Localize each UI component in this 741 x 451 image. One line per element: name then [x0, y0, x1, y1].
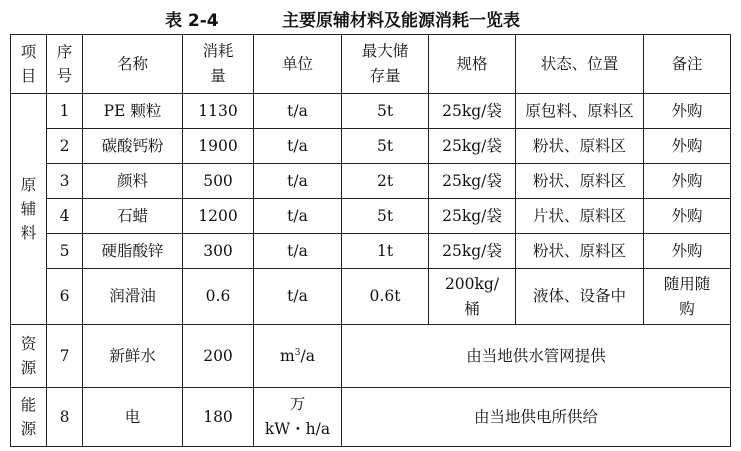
- cell-note: 外购: [644, 129, 731, 164]
- cell-name: 电: [83, 388, 183, 447]
- cell-consumption: 0.6: [183, 269, 254, 325]
- cell-storage: 0.6t: [342, 269, 429, 325]
- cell-supply: 由当地供水管网提供: [342, 325, 731, 388]
- cell-consumption: 1130: [183, 94, 254, 129]
- header-consumption: 消耗 量: [183, 35, 254, 94]
- cell-name: 润滑油: [83, 269, 183, 325]
- cell-consumption: 1900: [183, 129, 254, 164]
- cell-unit: t/a: [254, 129, 342, 164]
- cell-seq: 7: [47, 325, 83, 388]
- header-state-location: 状态、位置: [516, 35, 644, 94]
- cell-note: 外购: [644, 234, 731, 269]
- table-caption: [0, 4, 741, 30]
- cell-spec: 25kg/袋: [429, 199, 516, 234]
- cell-storage: 1t: [342, 234, 429, 269]
- cell-unit: t/a: [254, 199, 342, 234]
- header-row: [11, 35, 731, 94]
- cell-storage: 5t: [342, 129, 429, 164]
- cell-seq: 2: [47, 129, 83, 164]
- header-spec: 规格: [429, 35, 516, 94]
- cell-note: 随用随 购: [644, 269, 731, 325]
- cell-spec: 25kg/袋: [429, 129, 516, 164]
- cell-spec: 25kg/袋: [429, 94, 516, 129]
- cell-unit: 万 kW・h/a: [254, 388, 342, 447]
- cell-state: 粉状、原料区: [516, 164, 644, 199]
- table-row: [11, 234, 731, 269]
- cell-consumption: 200: [183, 325, 254, 388]
- cell-seq: 8: [47, 388, 83, 447]
- cell-consumption: 1200: [183, 199, 254, 234]
- cell-storage: 5t: [342, 94, 429, 129]
- cell-state: 原包料、原料区: [516, 94, 644, 129]
- cell-state: 片状、原料区: [516, 199, 644, 234]
- header-note: 备注: [644, 35, 731, 94]
- cell-storage: 2t: [342, 164, 429, 199]
- cell-supply: 由当地供电所供给: [342, 388, 731, 447]
- table-row: [11, 94, 731, 129]
- header-project: 项 目: [11, 35, 47, 94]
- header-seq: 序 号: [47, 35, 83, 94]
- cell-seq: 6: [47, 269, 83, 325]
- cell-state: 粉状、原料区: [516, 129, 644, 164]
- cell-name: 碳酸钙粉: [83, 129, 183, 164]
- cell-note: 外购: [644, 164, 731, 199]
- cell-unit: $m^3/a$: [254, 325, 342, 388]
- cell-unit: t/a: [254, 164, 342, 199]
- materials-table: [10, 34, 731, 447]
- cell-name: 新鲜水: [83, 325, 183, 388]
- cell-name: PE 颗粒: [83, 94, 183, 129]
- cell-consumption: 500: [183, 164, 254, 199]
- header-unit: 单位: [254, 35, 342, 94]
- cell-spec: 25kg/袋: [429, 164, 516, 199]
- cell-seq: 3: [47, 164, 83, 199]
- cell-spec: 25kg/袋: [429, 234, 516, 269]
- cell-unit: t/a: [254, 94, 342, 129]
- table-row: [11, 164, 731, 199]
- cell-note: 外购: [644, 94, 731, 129]
- table-row: [11, 199, 731, 234]
- cell-storage: 5t: [342, 199, 429, 234]
- group-resource: 资 源: [11, 325, 47, 388]
- cell-unit: t/a: [254, 269, 342, 325]
- table-number: 表 2-4: [165, 11, 219, 31]
- table-row: [11, 388, 731, 447]
- header-name: 名称: [83, 35, 183, 94]
- cell-seq: 1: [47, 94, 83, 129]
- cell-name: 石蜡: [83, 199, 183, 234]
- cell-name: 硬脂酸锌: [83, 234, 183, 269]
- table-row: [11, 269, 731, 325]
- cell-consumption: 300: [183, 234, 254, 269]
- cell-name: 颜料: [83, 164, 183, 199]
- table-row: [11, 325, 731, 388]
- group-raw-materials: 原 辅 料: [11, 94, 47, 325]
- cell-seq: 5: [47, 234, 83, 269]
- group-energy: 能 源: [11, 388, 47, 447]
- cell-consumption: 180: [183, 388, 254, 447]
- table-title: 主要原辅材料及能源消耗一览表: [282, 11, 520, 31]
- cell-state: 粉状、原料区: [516, 234, 644, 269]
- header-max-storage: 最大储 存量: [342, 35, 429, 94]
- cell-state: 液体、设备中: [516, 269, 644, 325]
- cell-unit: t/a: [254, 234, 342, 269]
- table-row: [11, 129, 731, 164]
- cell-spec: 200kg/ 桶: [429, 269, 516, 325]
- cell-note: 外购: [644, 199, 731, 234]
- cell-seq: 4: [47, 199, 83, 234]
